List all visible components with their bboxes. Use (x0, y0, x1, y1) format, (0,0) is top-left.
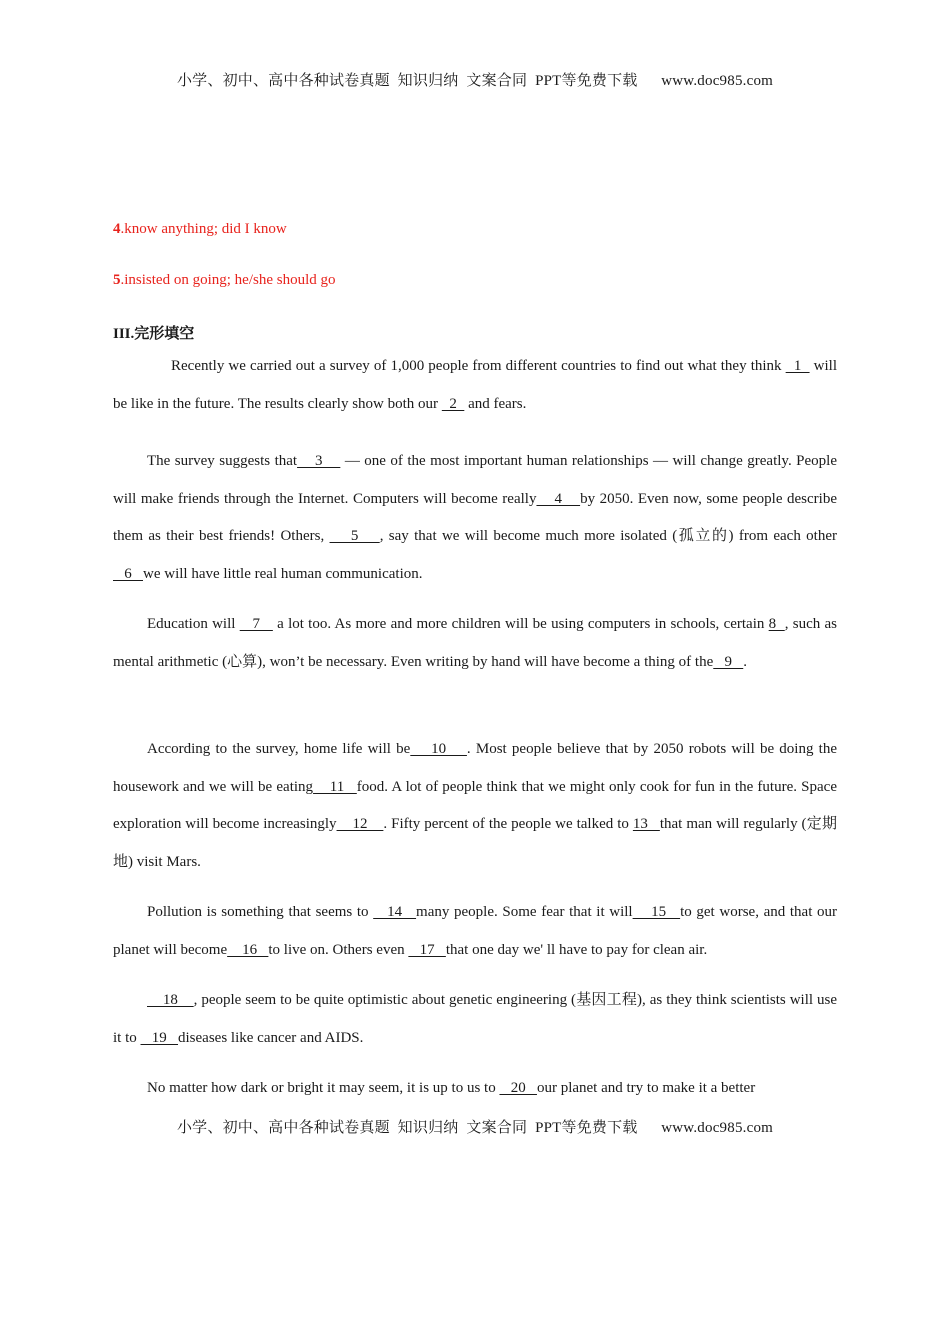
text: . Most people believe that by 2050 robots will be doing the housework and we will be eating (113, 741, 838, 795)
text: Pollution is something that seems to (147, 904, 374, 920)
blank-13: 13 (632, 816, 660, 832)
blank-1: 1 (785, 358, 810, 374)
answer-4 (113, 221, 287, 238)
blank-11: 11 (313, 778, 357, 795)
text: . (743, 653, 747, 670)
text: will be like in the future. The results clearly show both our (113, 358, 837, 412)
text: Recently we carried out a survey of 1,000 people from different countries to find out what they think (171, 358, 786, 374)
paragraph-5 (113, 894, 837, 969)
blank-9: 9 (713, 653, 744, 670)
text: , people seem to be quite optimistic about genetic engineering (基因工程), as they think scientists will use it to (113, 992, 838, 1046)
text: that man will regularly (定期地) visit Mars. (113, 816, 838, 870)
paragraph-7 (113, 1070, 837, 1108)
text: — one of the most important human relationships — will change greatly. People will make friends through the Internet. Computers will become really (113, 453, 837, 507)
text: that one day we' ll have to pay for clean air. (445, 941, 708, 958)
text: , such as mental arithmetic (心算), won’t be necessary. Even writing by hand will have become a thing of the (113, 616, 838, 670)
blank-18: 18 (147, 992, 194, 1008)
blank-20: 20 (499, 1080, 537, 1096)
text: According to the survey, home life will be (147, 741, 411, 757)
blank-15: 15 (632, 904, 681, 920)
page-header: 小学、初中、高中各种试卷真题 知识归纳 文案合同 PPT等免费下载 www.doc985.com (176, 73, 774, 89)
text: food. A lot of people think that we might only cook for fun in the future. Space exploration will become increasingly (113, 778, 837, 832)
blank-4: 4 (536, 490, 581, 507)
text: No matter how dark or bright it may seem, it is up to us to (147, 1080, 500, 1096)
blank-7: 7 (239, 616, 273, 632)
blank-8: 8 (768, 616, 785, 632)
blank-17: 17 (408, 941, 446, 958)
text: a lot too. As more and more children will be using computers in schools, certain (272, 616, 769, 632)
paragraph-3 (113, 606, 837, 681)
text: The survey suggests that (147, 453, 298, 469)
blank-16: 16 (227, 941, 269, 958)
blank-5: 5 (329, 528, 380, 544)
answer-5 (113, 272, 336, 289)
blank-3: 3 (297, 453, 341, 469)
paragraph-1 (113, 348, 837, 423)
text: diseases like cancer and AIDS. (178, 1029, 364, 1046)
text: , say that we will become much more isolated (孤立的) from each other (379, 528, 837, 544)
text: Education will (147, 616, 240, 632)
answer-text: .know anything; did I know (120, 221, 287, 237)
text: and fears. (464, 395, 527, 412)
paragraph-4 (113, 731, 837, 881)
blank-10: 10 (410, 741, 467, 757)
paragraph-2 (113, 443, 837, 593)
answer-number: 5 (113, 272, 121, 288)
page-footer: 小学、初中、高中各种试卷真题 知识归纳 文案合同 PPT等免费下载 www.doc985.com (176, 1120, 774, 1136)
answer-number: 4 (113, 221, 121, 237)
paragraph-6 (113, 982, 837, 1057)
blank-2: 2 (441, 395, 465, 412)
section-heading: III.完形填空 (113, 326, 195, 342)
blank-12: 12 (336, 816, 384, 832)
text: to live on. Others even (268, 941, 409, 958)
blank-6: 6 (113, 565, 143, 582)
text: to get worse, and that our planet will become (113, 904, 838, 958)
blank-14: 14 (373, 904, 417, 920)
text: . Fifty percent of the people we talked to (383, 816, 633, 832)
text: we will have little real human communication. (143, 565, 423, 582)
blank-19: 19 (140, 1029, 179, 1046)
text: many people. Some fear that it will (416, 904, 633, 920)
text: our planet and try to make it a better (536, 1080, 756, 1096)
answer-text: .insisted on going; he/she should go (120, 272, 336, 288)
text: by 2050. Even now, some people describe them as their best friends! Others, (113, 490, 837, 544)
